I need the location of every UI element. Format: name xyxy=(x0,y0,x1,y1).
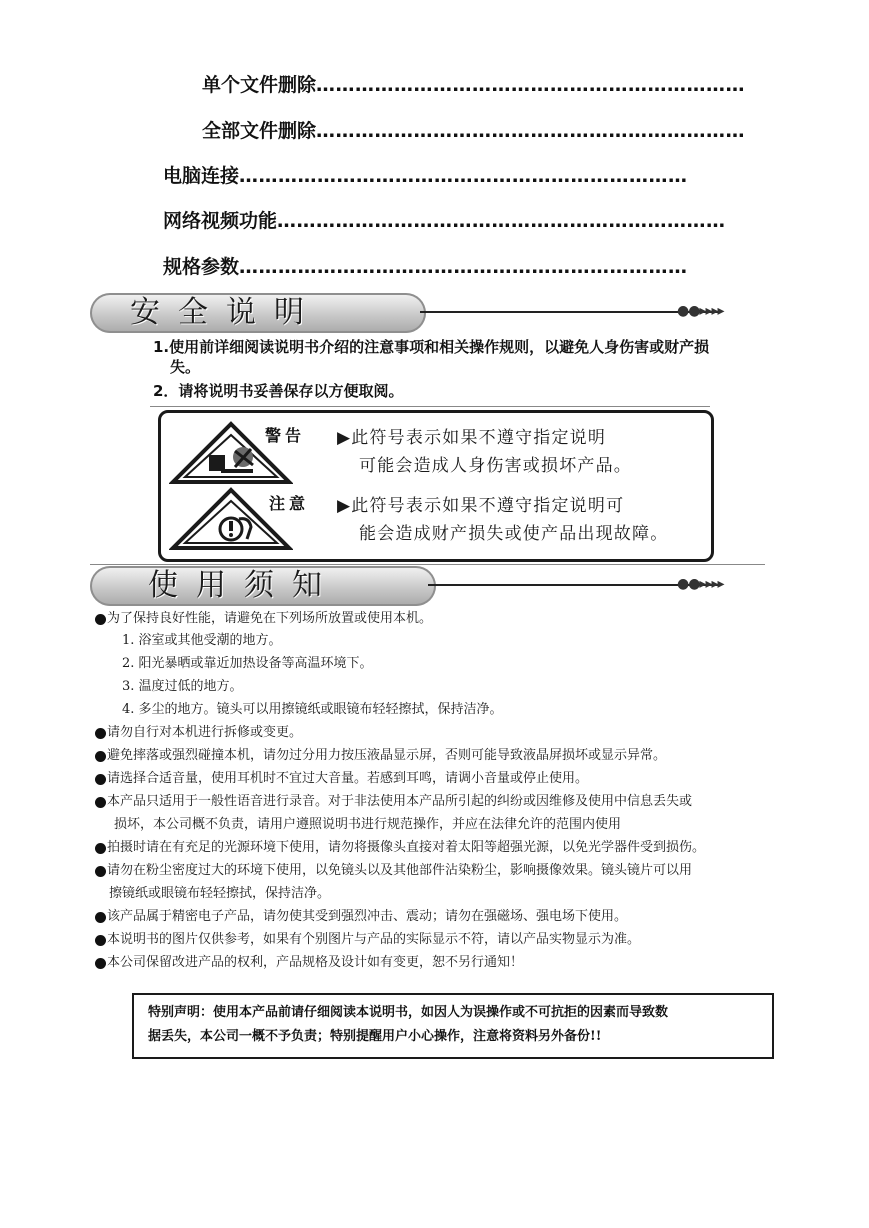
bullet-icon xyxy=(95,614,106,625)
usage-note-1: 请勿自行对本机进行拆修或变更。 xyxy=(107,725,303,740)
toc-leader: …………………………………………………………… xyxy=(239,256,688,278)
safety-item-2: 2．请将说明书妥善保存以方便取阅。 xyxy=(153,382,404,400)
usage-note-6-cont: 擦镜纸或眼镜布轻轻擦拭，保持洁净。 xyxy=(109,886,331,901)
toc-entry-title: 全部文件删除 xyxy=(202,120,317,142)
bullet-icon xyxy=(95,843,106,854)
usage-note-3: 请选择合适音量，使用耳机时不宜过大音量。若感到耳鸣，请调小音量或停止使用。 xyxy=(107,771,589,786)
usage-section-header xyxy=(90,566,770,610)
bullet-icon xyxy=(95,728,106,739)
caution-text-line2: 能会造成财产损失或使产品出现故障。 xyxy=(359,524,669,544)
statement-line2: 据丢失，本公司一概不予负责；特别提醒用户小心操作，注意将资料另外备份!! xyxy=(148,1029,602,1044)
header-rule xyxy=(420,311,720,313)
toc-entry-single-delete xyxy=(202,70,762,100)
toc-entry-specs xyxy=(163,252,740,282)
toc-leader: …………………………………………………………… xyxy=(239,165,688,187)
usage-note-4-cont: 损坏，本公司概不负责，请用户遵照说明书进行规范操作，并应在法律允许的范围内使用 xyxy=(114,817,622,832)
usage-note-9: 本公司保留改进产品的权利，产品规格及设计如有变更，恕不另行通知！ xyxy=(107,955,524,970)
warning-symbol-box xyxy=(158,410,714,562)
toc-entry-title: 单个文件删除 xyxy=(202,74,317,96)
usage-place-3: 3. 温度过低的地方。 xyxy=(122,679,243,694)
safety-item-1: 1.使用前详细阅读说明书介绍的注意事项和相关操作规则，以避免人身伤害或财产损 xyxy=(153,338,710,356)
warning-label: 警告 xyxy=(265,426,306,445)
toc-leader: ………………………………………………………… xyxy=(316,120,746,142)
safety-section-header xyxy=(90,293,770,337)
bullet-icon xyxy=(95,958,106,969)
usage-place-1: 1. 浴室或其他受潮的地方。 xyxy=(122,633,282,648)
toc-entry-title: 规格参数 xyxy=(163,256,240,278)
toc-leader: ………………………………………………………… xyxy=(316,74,746,96)
warning-text-line2: 可能会造成人身伤害或损坏产品。 xyxy=(359,456,632,476)
divider xyxy=(90,564,765,565)
toc-entry-pc-connect xyxy=(163,161,740,191)
arrow-dots-icon: ●●▸▸▸▸ xyxy=(677,576,724,592)
bullet-icon xyxy=(95,935,106,946)
usage-place-4: 4. 多尘的地方。镜头可以用擦镜纸或眼镜布轻轻擦拭，保持洁净。 xyxy=(122,702,503,717)
caution-label: 注意 xyxy=(269,494,310,513)
usage-note-4: 本产品只适用于一般性语音进行录音。对于非法使用本产品所引起的纠纷或因维修及使用中信息丢失或 xyxy=(107,794,693,809)
bullet-icon xyxy=(95,797,106,808)
usage-note-5: 拍摄时请在有充足的光源环境下使用，请勿将摄像头直接对着太阳等超强光源，以免光学器件受到损伤。 xyxy=(107,840,706,855)
warning-text-line1: ▶此符号表示如果不遵守指定说明 xyxy=(337,428,607,448)
toc-entry-network-video xyxy=(163,206,760,236)
safety-item-1-cont: 失。 xyxy=(170,358,201,376)
toc-entry-title: 网络视频功能 xyxy=(163,210,278,232)
usage-note-7: 该产品属于精密电子产品，请勿使其受到强烈冲击、震动；请勿在强磁场、强电场下使用。 xyxy=(107,909,628,924)
usage-note-8: 本说明书的图片仅供参考，如果有个别图片与产品的实际显示不符，请以产品实物显示为准。 xyxy=(107,932,641,947)
toc-entry-title: 电脑连接 xyxy=(163,165,240,187)
usage-note-2: 避免摔落或强烈碰撞本机，请勿过分用力按压液晶显示屏，否则可能导致液晶屏损坏或显示异常。 xyxy=(107,748,667,763)
bullet-icon xyxy=(95,751,106,762)
statement-line1: 特别声明：使用本产品前请仔细阅读本说明书，如因人为误操作或不可抗拒的因素而导致数 xyxy=(148,1005,669,1020)
usage-note-6: 请勿在粉尘密度过大的环境下使用，以免镜头以及其他部件沾染粉尘，影响摄像效果。镜头镜片可以用 xyxy=(107,863,693,878)
bullet-icon xyxy=(95,774,106,785)
toc-leader: …………………………………………………………… xyxy=(277,210,726,232)
header-rule xyxy=(428,584,718,586)
divider xyxy=(150,406,710,407)
usage-place-2: 2. 阳光暴晒或靠近加热设备等高温环境下。 xyxy=(122,656,373,671)
bullet-icon xyxy=(95,866,106,877)
bullet-icon xyxy=(95,912,106,923)
usage-intro: 为了保持良好性能，请避免在下列场所放置或使用本机。 xyxy=(107,611,433,626)
usage-header-title: 使用须知 xyxy=(148,568,340,603)
toc-entry-all-delete xyxy=(202,116,762,146)
safety-header-title: 安全说明 xyxy=(130,295,322,330)
arrow-dots-icon: ●●▸▸▸▸ xyxy=(677,303,724,319)
special-statement-box xyxy=(132,993,774,1059)
caution-text-line1: ▶此符号表示如果不遵守指定说明可 xyxy=(337,496,625,516)
